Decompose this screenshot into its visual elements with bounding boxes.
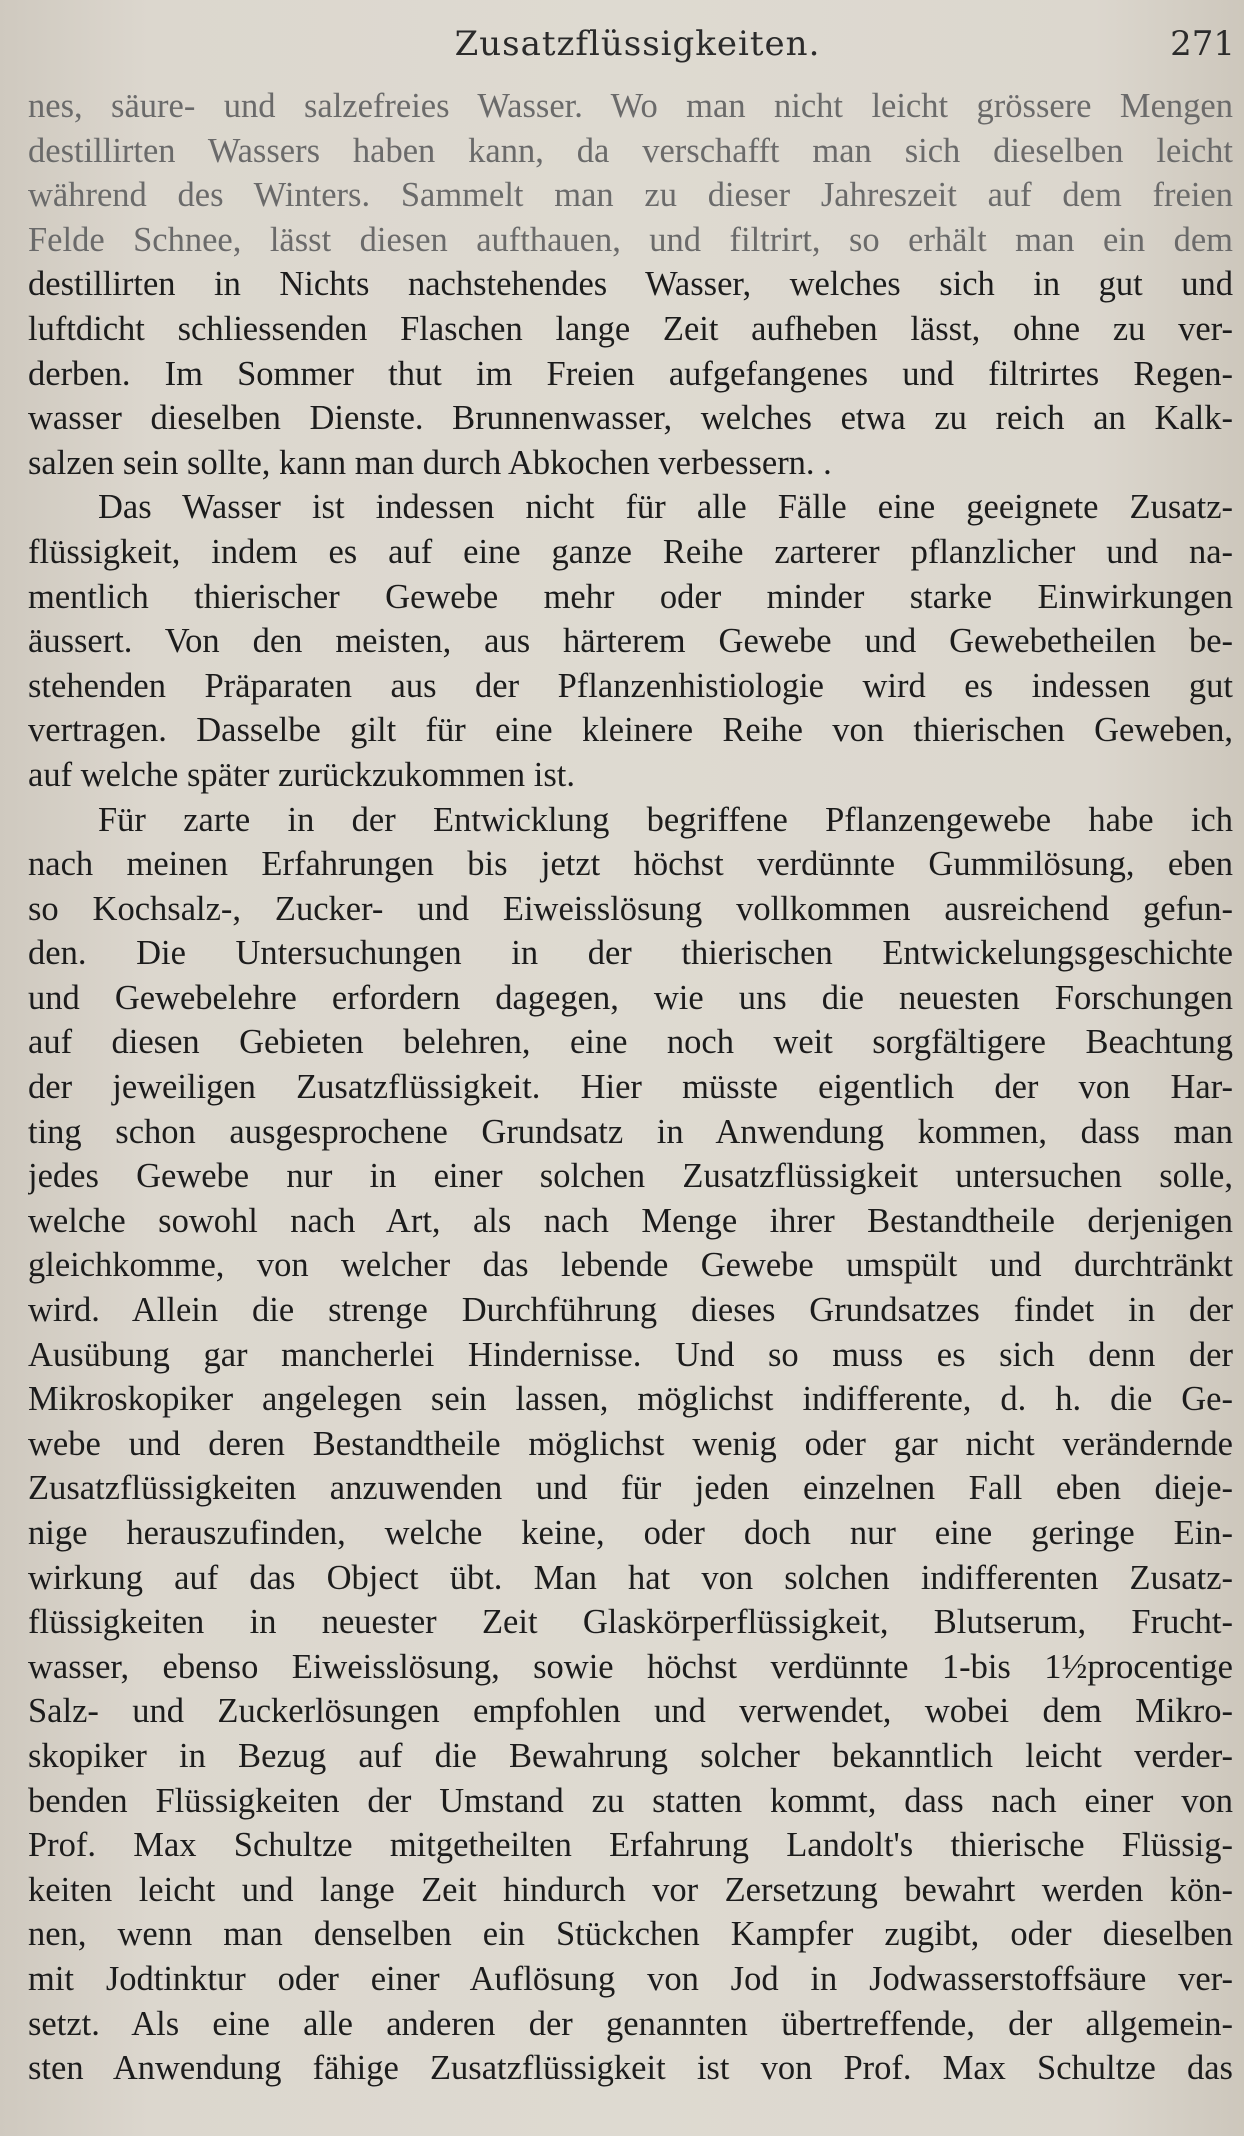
text-line: während des Winters. Sammelt man zu dieser Jahreszeit auf dem freien: [28, 176, 1233, 215]
text-line: Mikroskopiker angelegen sein lassen, möglichst indifferente, d. h. die Ge-: [28, 1380, 1233, 1419]
text-line: Zusatzflüssigkeiten anzuwenden und für jeden einzelnen Fall eben dieje-: [28, 1469, 1233, 1508]
text-line: nen, wenn man denselben ein Stückchen Kampfer zugibt, oder dieselben: [28, 1915, 1233, 1954]
text-line: webe und deren Bestandtheile möglichst wenig oder gar nicht verändernde: [28, 1424, 1233, 1463]
text-line: nach meinen Erfahrungen bis jetzt höchst verdünnte Gummilösung, eben: [28, 845, 1233, 884]
text-line: welche sowohl nach Art, als nach Menge ihrer Bestandtheile derjenigen: [28, 1201, 1233, 1240]
paragraph-start-line: Für zarte in der Entwicklung begriffene Pflanzengewebe habe ich: [98, 800, 1233, 839]
page-header: [40, 18, 1235, 78]
text-line: luftdicht schliessenden Flaschen lange Zeit aufheben lässt, ohne zu ver-: [28, 309, 1233, 348]
text-line: auf welche später zurückzukommen ist.: [28, 755, 575, 794]
text-line: salzen sein sollte, kann man durch Abkochen verbessern. .: [28, 443, 832, 482]
text-line: vertragen. Dasselbe gilt für eine kleinere Reihe von thierischen Geweben,: [28, 711, 1233, 750]
text-line: so Kochsalz-, Zucker- und Eiweisslösung vollkommen ausreichend gefun-: [28, 889, 1233, 928]
text-line: destillirten Wassers haben kann, da verschafft man sich dieselben leicht: [28, 131, 1233, 170]
text-line: und Gewebelehre erfordern dagegen, wie uns die neuesten Forschungen: [28, 978, 1233, 1017]
text-line: den. Die Untersuchungen in der thierischen Entwickelungsgeschichte: [28, 934, 1233, 973]
text-line: destillirten in Nichts nachstehendes Wasser, welches sich in gut und: [28, 265, 1233, 304]
text-line: stehenden Präparaten aus der Pflanzenhistiologie wird es indessen gut: [28, 666, 1233, 705]
text-line: der jeweiligen Zusatzflüssigkeit. Hier müsste eigentlich der von Har-: [28, 1068, 1233, 1107]
text-line: Felde Schnee, lässt diesen aufthauen, und filtrirt, so erhält man ein dem: [28, 220, 1233, 259]
text-line: wirkung auf das Object übt. Man hat von solchen indifferenten Zusatz-: [28, 1558, 1233, 1597]
text-line: mit Jodtinktur oder einer Auflösung von Jod in Jodwasserstoffsäure ver-: [28, 1959, 1233, 1998]
text-line: auf diesen Gebieten belehren, eine noch weit sorgfältigere Beachtung: [28, 1023, 1233, 1062]
text-line: flüssigkeit, indem es auf eine ganze Reihe zarterer pflanzlicher und na-: [28, 532, 1233, 571]
page-number: 271: [1170, 24, 1235, 64]
text-line: wasser dieselben Dienste. Brunnenwasser, welches etwa zu reich an Kalk-: [28, 399, 1233, 438]
text-line: flüssigkeiten in neuester Zeit Glaskörperflüssigkeit, Blutserum, Frucht-: [28, 1603, 1233, 1642]
text-line: Prof. Max Schultze mitgetheilten Erfahrung Landolt's thierische Flüssig-: [28, 1826, 1233, 1865]
running-title: Zusatzflüssigkeiten.: [454, 24, 821, 64]
text-line: gleichkomme, von welcher das lebende Gewebe umspült und durchtränkt: [28, 1246, 1233, 1285]
text-line: Salz- und Zuckerlösungen empfohlen und verwendet, wobei dem Mikro-: [28, 1692, 1233, 1731]
text-line: wird. Allein die strenge Durchführung dieses Grundsatzes findet in der: [28, 1291, 1233, 1330]
paragraph-start-line: Das Wasser ist indessen nicht für alle Fälle eine geeignete Zusatz-: [98, 488, 1233, 527]
text-line: wasser, ebenso Eiweisslösung, sowie höchst verdünnte 1-bis 1½procentige: [28, 1647, 1233, 1686]
text-line: derben. Im Sommer thut im Freien aufgefangenes und filtrirtes Regen-: [28, 354, 1233, 393]
text-line: benden Flüssigkeiten der Umstand zu statten kommt, dass nach einer von: [28, 1781, 1233, 1820]
text-line: sten Anwendung fähige Zusatzflüssigkeit ist von Prof. Max Schultze das: [28, 2049, 1233, 2088]
text-line: jedes Gewebe nur in einer solchen Zusatzflüssigkeit untersuchen solle,: [28, 1157, 1233, 1196]
text-line: nige herauszufinden, welche keine, oder doch nur eine geringe Ein-: [28, 1514, 1233, 1552]
text-line: nes, säure- und salzefreies Wasser. Wo man nicht leicht grössere Mengen: [28, 87, 1233, 125]
text-line: setzt. Als eine alle anderen der genannten übertreffende, der allgemein-: [28, 2004, 1233, 2043]
text-line: skopiker in Bezug auf die Bewahrung solcher bekanntlich leicht verder-: [28, 1736, 1233, 1775]
text-line: äussert. Von den meisten, aus härterem Gewebe und Gewebetheilen be-: [28, 622, 1233, 661]
text-line: ting schon ausgesprochene Grundsatz in Anwendung kommen, dass man: [28, 1112, 1233, 1151]
body-text: [28, 84, 1233, 2091]
text-line: mentlich thierischer Gewebe mehr oder minder starke Einwirkungen: [28, 577, 1233, 616]
text-line: Ausübung gar mancherlei Hindernisse. Und so muss es sich denn der: [28, 1335, 1233, 1374]
text-line: keiten leicht und lange Zeit hindurch vor Zersetzung bewahrt werden kön-: [28, 1870, 1233, 1909]
